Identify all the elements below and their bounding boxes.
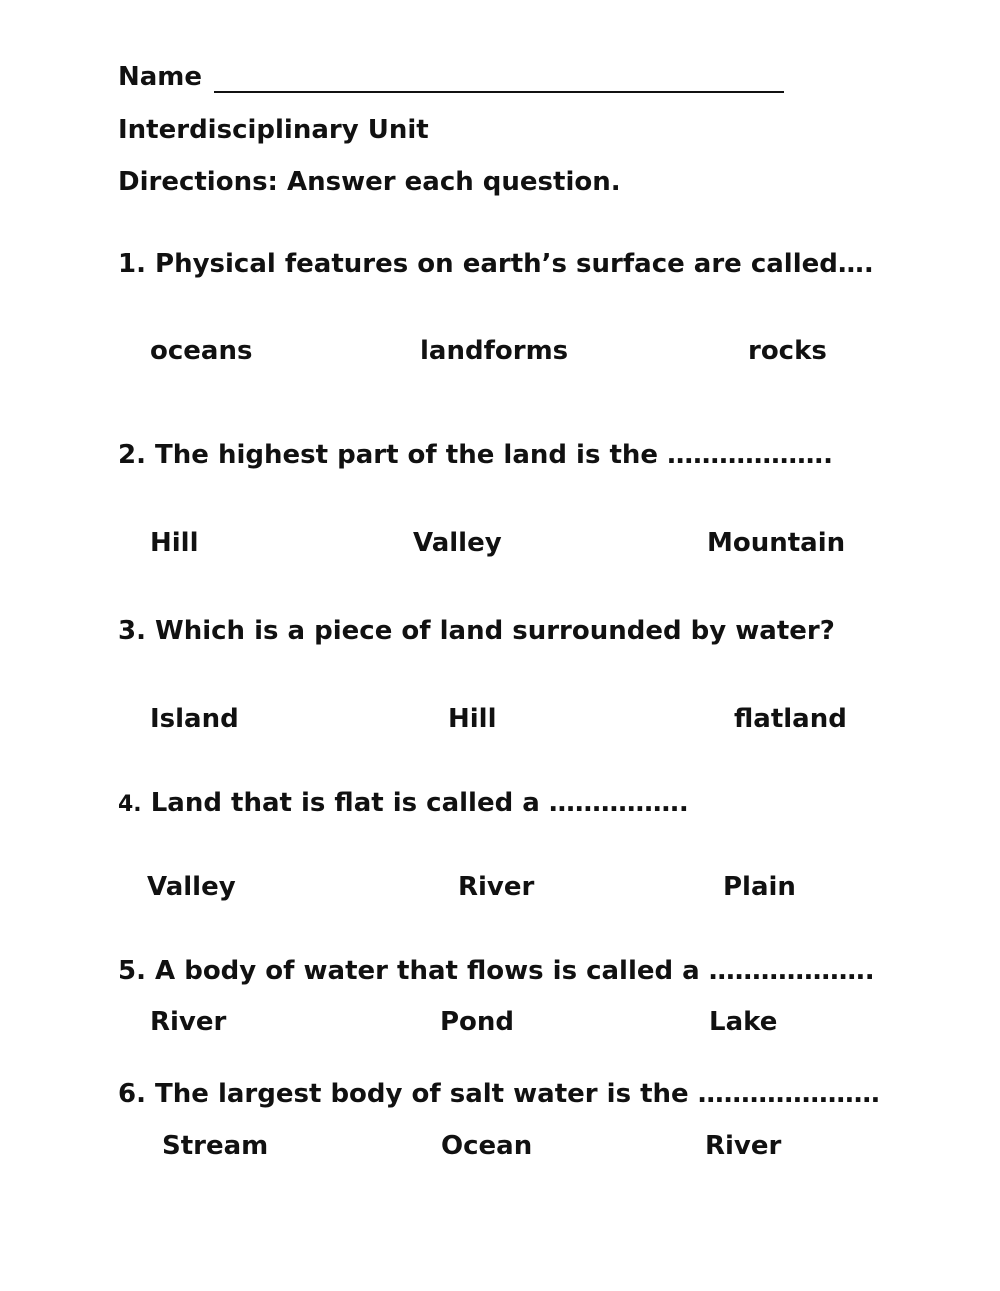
question-5-option-3[interactable]: Lake xyxy=(709,1007,778,1037)
question-text: A body of water that flows is called a ………………. xyxy=(155,956,875,986)
question-3-option-2[interactable]: Hill xyxy=(448,704,497,734)
question-text: The highest part of the land is the ………………. xyxy=(155,440,833,470)
question-number: 1. xyxy=(118,249,146,279)
name-label: Name xyxy=(118,62,203,92)
question-3-option-1[interactable]: Island xyxy=(150,704,239,734)
question-1-option-3[interactable]: rocks xyxy=(748,336,827,366)
name-row xyxy=(118,61,784,93)
question-4-option-2[interactable]: River xyxy=(458,872,535,902)
question-text: Physical features on earth’s surface are called…. xyxy=(155,249,874,279)
question-4 xyxy=(118,787,689,821)
question-number: 4. xyxy=(118,792,142,817)
question-text: Which is a piece of land surrounded by water? xyxy=(155,616,835,646)
question-6-option-1[interactable]: Stream xyxy=(162,1131,269,1161)
question-2-option-1[interactable]: Hill xyxy=(150,528,199,558)
question-5 xyxy=(118,955,875,987)
question-1-option-2[interactable]: landforms xyxy=(420,336,569,366)
question-text: Land that is flat is called a ……………. xyxy=(150,788,689,818)
directions-text: Directions: Answer each question. xyxy=(118,167,621,197)
unit-title: Interdisciplinary Unit xyxy=(118,115,429,145)
question-3-option-3[interactable]: flatland xyxy=(734,704,847,734)
name-answer-line[interactable] xyxy=(214,67,784,93)
question-2 xyxy=(118,439,833,471)
question-6-option-2[interactable]: Ocean xyxy=(441,1131,533,1161)
question-5-option-1[interactable]: River xyxy=(150,1007,227,1037)
question-2-option-2[interactable]: Valley xyxy=(413,528,502,558)
question-number: 5. xyxy=(118,956,146,986)
question-3 xyxy=(118,615,835,647)
question-5-option-2[interactable]: Pond xyxy=(440,1007,515,1037)
question-number: 2. xyxy=(118,440,146,470)
question-4-option-1[interactable]: Valley xyxy=(147,872,236,902)
question-number: 6. xyxy=(118,1079,146,1109)
question-number: 3. xyxy=(118,616,146,646)
question-2-option-3[interactable]: Mountain xyxy=(707,528,846,558)
question-6 xyxy=(118,1078,880,1110)
question-1-option-1[interactable]: oceans xyxy=(150,336,253,366)
question-text: The largest body of salt water is the ………………… xyxy=(155,1079,880,1109)
question-4-option-3[interactable]: Plain xyxy=(723,872,796,902)
question-1 xyxy=(118,248,874,280)
question-6-option-3[interactable]: River xyxy=(705,1131,782,1161)
